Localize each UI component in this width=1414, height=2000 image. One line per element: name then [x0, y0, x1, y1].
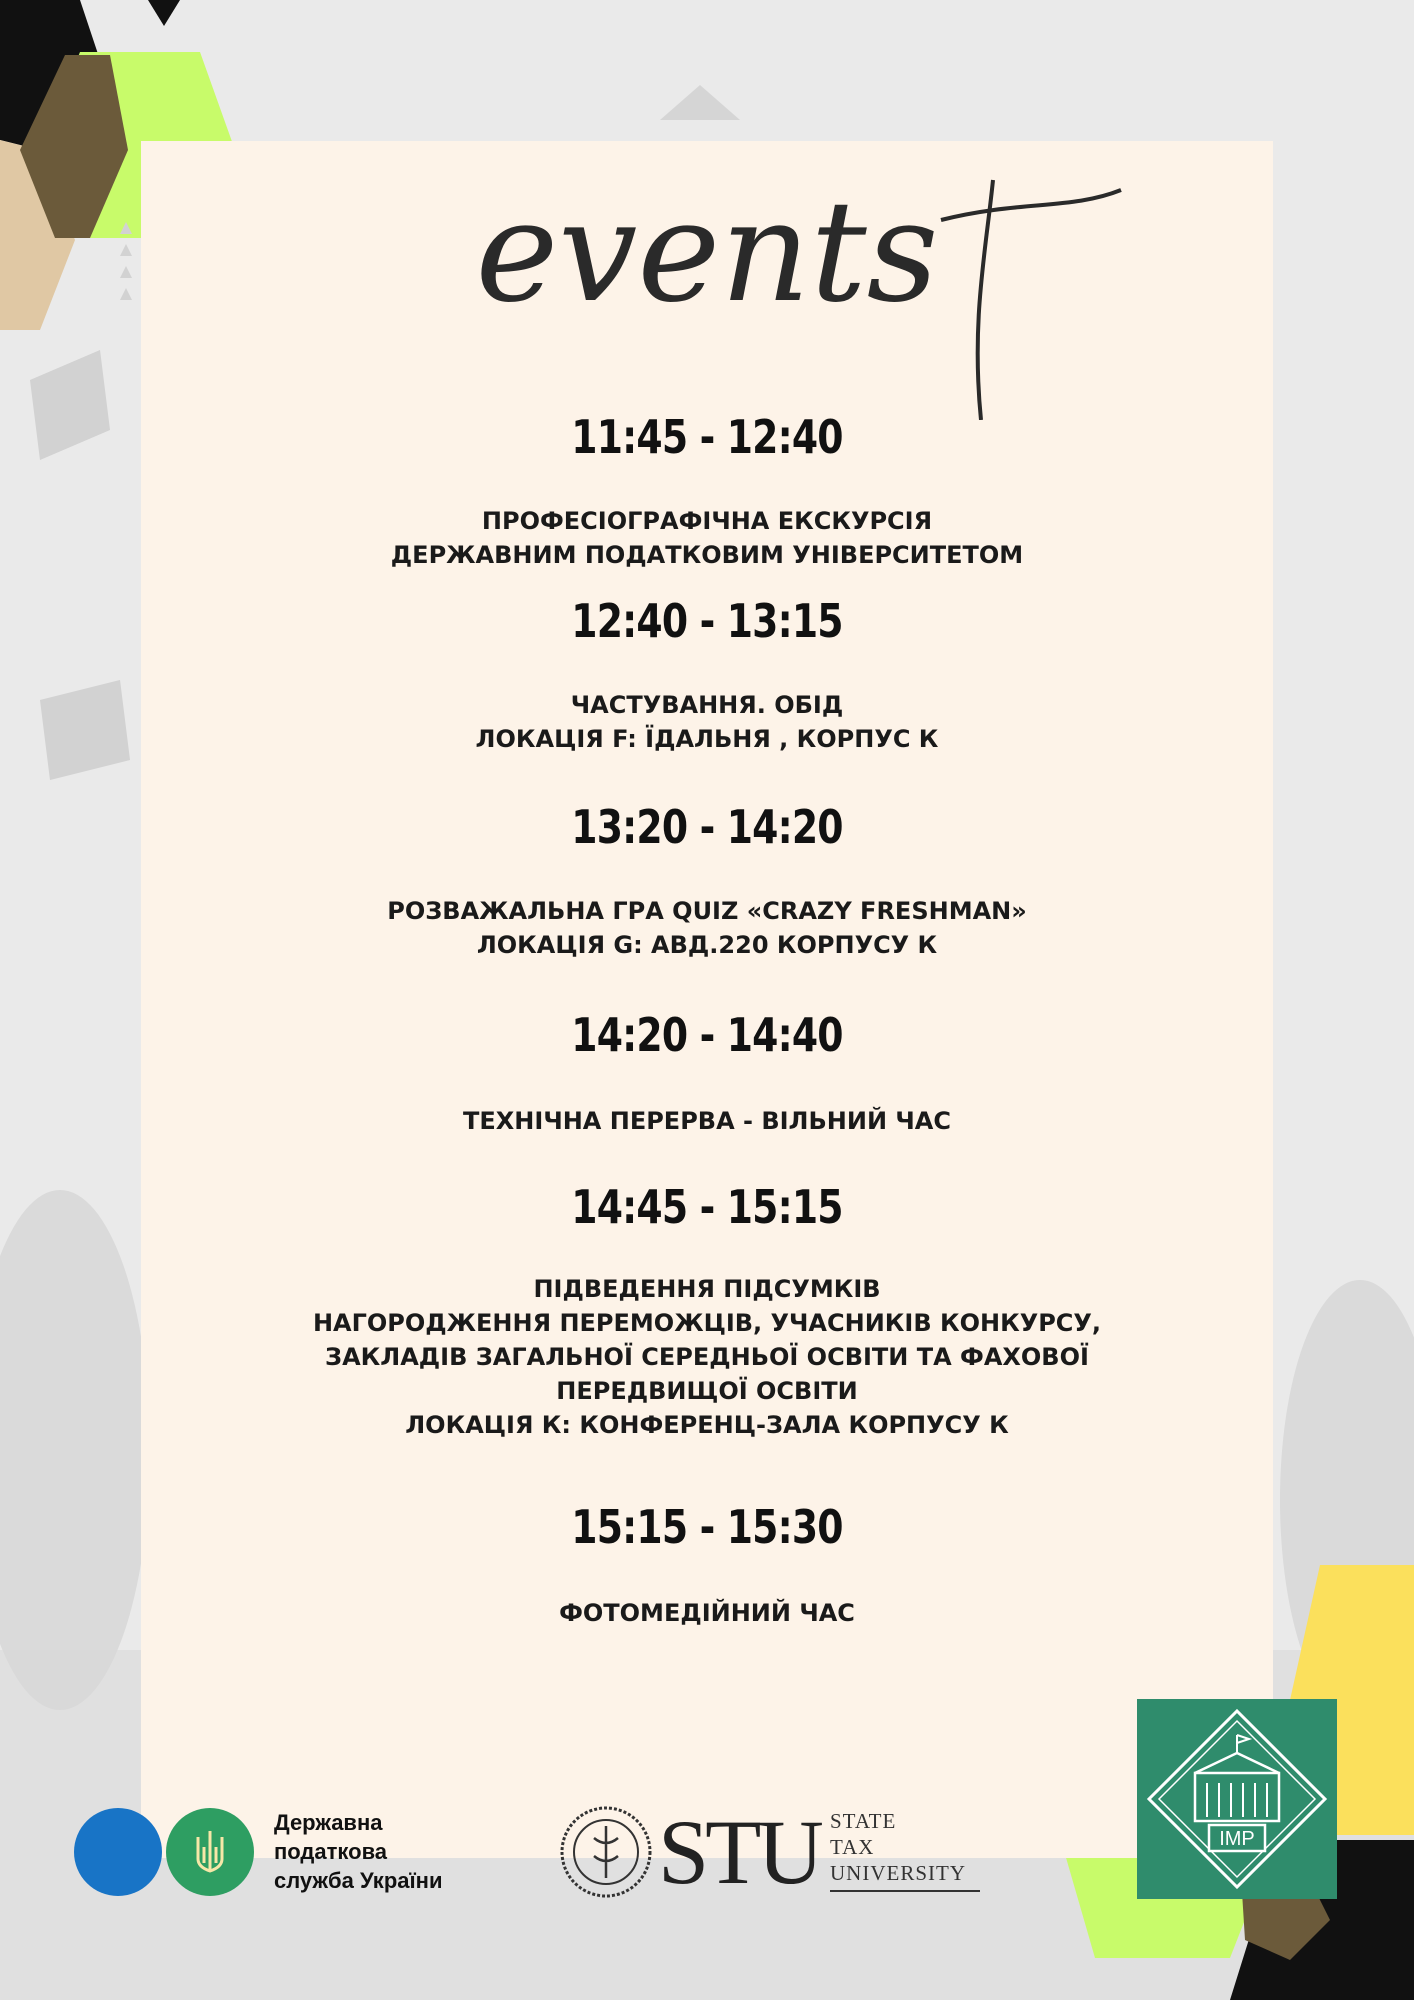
- event-5-line: НАГОРОДЖЕННЯ ПЕРЕМОЖЦІВ, УЧАСНИКІВ КОНКУРСУ,: [312, 1309, 1102, 1337]
- event-4-desc: [141, 1104, 1273, 1138]
- title: [141, 150, 1273, 420]
- event-5-line: ПЕРЕДВИЩОЇ ОСВІТИ: [556, 1377, 858, 1405]
- stu-logo: [558, 1802, 988, 1902]
- event-3-line: РОЗВАЖАЛЬНА ГРА QUIZ «CRAZY FRESHMAN»: [387, 897, 1027, 925]
- event-5-line: ЛОКАЦІЯ К: КОНФЕРЕНЦ-ЗАЛА КОРПУСУ К: [405, 1411, 1009, 1439]
- event-6-time: 15:15 - 15:30: [571, 1500, 843, 1554]
- stu-wordmark: STU: [658, 1801, 820, 1903]
- event-1-time: 11:45 - 12:40: [571, 410, 843, 464]
- event-1-line: ПРОФЕСІОГРАФІЧНА ЕКСКУРСІЯ: [481, 507, 933, 535]
- dps-line: Державна: [274, 1810, 383, 1835]
- imp-label: IMP: [1219, 1828, 1255, 1850]
- event-1-line: ДЕРЖАВНИМ ПОДАТКОВИМ УНІВЕРСИТЕТОМ: [390, 541, 1024, 569]
- event-4-line: ТЕХНІЧНА ПЕРЕРВА - ВІЛЬНИЙ ЧАС: [463, 1107, 951, 1135]
- stu-subtitle-line: STATE: [830, 1809, 897, 1833]
- title-text: events: [475, 171, 939, 334]
- stu-seal-icon: [558, 1804, 654, 1900]
- event-6-desc: [141, 1596, 1273, 1630]
- event-5-line: ЗАКЛАДІВ ЗАГАЛЬНОЇ СЕРЕДНЬОЇ ОСВІТИ ТА ФАХОВОЇ: [325, 1343, 1089, 1371]
- trident-icon: [166, 1808, 254, 1896]
- event-2-time: 12:40 - 13:15: [571, 594, 843, 648]
- stu-subtitle-line: TAX: [830, 1835, 875, 1859]
- event-2-line: ЛОКАЦІЯ F: ЇДАЛЬНЯ , КОРПУС К: [475, 725, 939, 753]
- stu-subtitle: [830, 1808, 966, 1886]
- event-5-line: ПІДВЕДЕННЯ ПІДСУМКІВ: [533, 1275, 881, 1303]
- dps-logo: [74, 1808, 494, 1898]
- event-5-time: 14:45 - 15:15: [571, 1180, 843, 1234]
- event-3-desc: [141, 894, 1273, 962]
- event-1-desc: [141, 504, 1273, 572]
- event-5-desc: [141, 1272, 1273, 1442]
- dps-line: служба України: [274, 1868, 443, 1893]
- stu-underline: [830, 1890, 980, 1892]
- event-2-line: ЧАСТУВАННЯ. ОБІД: [570, 691, 844, 719]
- imp-logo: [1137, 1699, 1337, 1899]
- event-4-time: 14:20 - 14:40: [571, 1008, 843, 1062]
- event-2-desc: [141, 688, 1273, 756]
- event-3-line: ЛОКАЦІЯ G: АВД.220 КОРПУСУ К: [476, 931, 938, 959]
- events-script-title: [141, 150, 1273, 420]
- blue-circle-icon: [74, 1808, 162, 1896]
- dps-name: [274, 1808, 443, 1895]
- event-6-line: ФОТОМЕДІЙНИЙ ЧАС: [559, 1599, 855, 1627]
- building-icon: [1137, 1699, 1337, 1899]
- dps-line: податкова: [274, 1839, 388, 1864]
- event-3-time: 13:20 - 14:20: [571, 800, 843, 854]
- stu-subtitle-line: UNIVERSITY: [830, 1861, 966, 1885]
